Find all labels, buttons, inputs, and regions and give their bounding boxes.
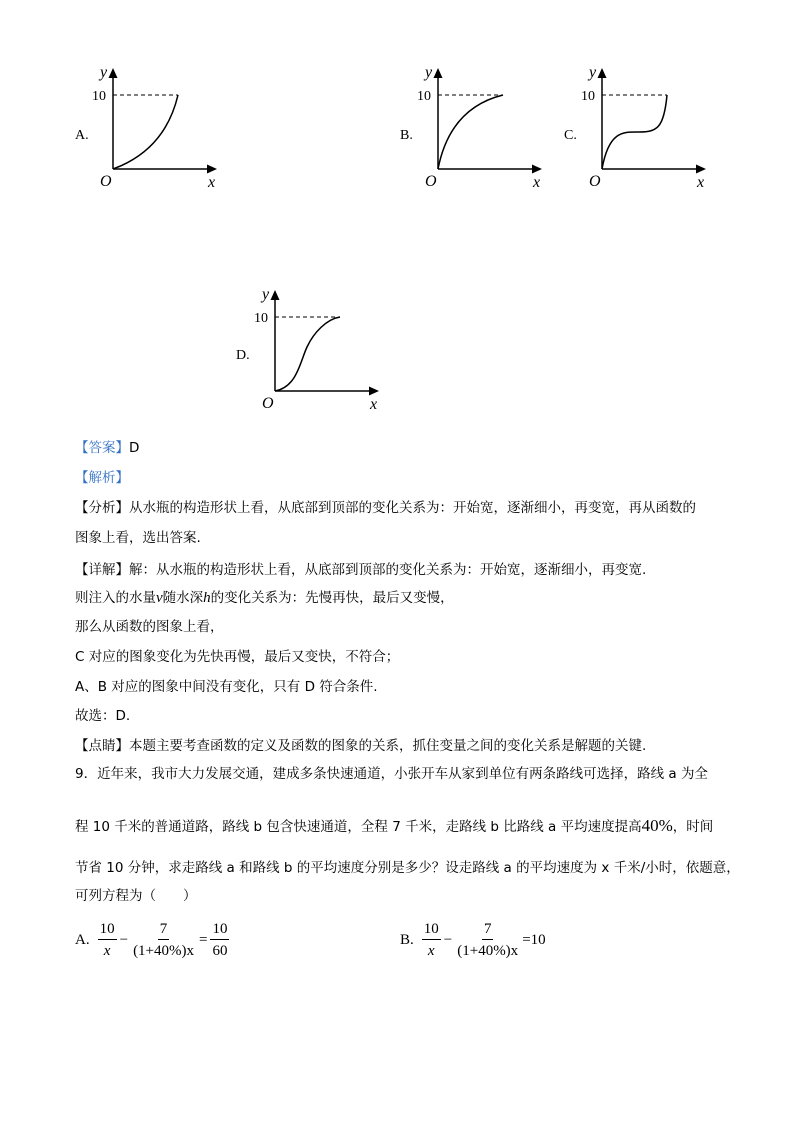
- curve-b: [438, 95, 503, 169]
- numerator: 7: [482, 921, 494, 940]
- analysis-line-2: 图象上看，选出答案.: [75, 530, 201, 546]
- equals-sign: =: [199, 931, 208, 948]
- numerator: 10: [422, 921, 441, 940]
- origin-label: O: [262, 395, 274, 412]
- y-axis-label: y: [262, 286, 270, 303]
- y-tick-10: 10: [581, 89, 595, 104]
- q9-option-a-label: A.: [75, 931, 90, 948]
- fenxi-tag: 【分析】: [75, 500, 129, 516]
- graph-option-a: [80, 60, 230, 194]
- q9-line-2-b: ，时间: [672, 819, 714, 835]
- answer-line: [75, 438, 139, 458]
- origin-label: O: [100, 173, 112, 190]
- x-axis-label: x: [208, 174, 216, 191]
- option-label-d: D.: [236, 348, 250, 363]
- xiangjie-tag: 【详解】: [75, 562, 129, 578]
- fraction-10-over-x: [98, 921, 117, 960]
- option-label-a: A.: [75, 128, 89, 143]
- detail-line-2: [75, 588, 454, 608]
- fraction-7-over-speed: [131, 921, 196, 960]
- dianjing-text: 本题主要考查函数的定义及函数的图象的关系，抓住变量之间的变化关系是解题的关键.: [129, 738, 647, 754]
- graph-option-c: [569, 60, 719, 194]
- denominator: (1+40%)x: [133, 942, 195, 959]
- numerator: 10: [98, 921, 117, 940]
- y-tick-10: 10: [92, 89, 106, 104]
- graph-option-b: [405, 60, 555, 194]
- q9-option-a: [75, 916, 229, 964]
- x-axis-label: x: [370, 396, 378, 413]
- x-axis-label: x: [533, 174, 541, 191]
- equals-ten: =10: [522, 931, 546, 948]
- numerator: 10: [210, 921, 229, 940]
- detail-line-2-b: 随水深: [162, 590, 204, 606]
- analysis-tag: 【解析】: [75, 470, 129, 486]
- fraction-10-over-x: [422, 921, 441, 960]
- detail-line-1: [75, 560, 646, 580]
- fraction-10-over-60: [210, 921, 229, 960]
- denominator: x: [427, 942, 435, 959]
- curve-a: [113, 95, 178, 169]
- detail-line-3: 那么从函数的图象上看，: [75, 619, 224, 635]
- dianjing-tag: 【点睛】: [75, 738, 129, 754]
- var-v: v: [156, 590, 163, 606]
- denominator: 60: [212, 942, 228, 959]
- x-axis-label: x: [697, 174, 705, 191]
- y-tick-10: 10: [417, 89, 431, 104]
- q9-line-2: [75, 816, 713, 837]
- xiangjie-text-1: 解：从水瓶的构造形状上看，从底部到顶部的变化关系为：开始宽，逐渐细小，再变宽.: [129, 562, 647, 578]
- q9-line-2-a: 程 10 千米的普通道路，路线 b 包含快速通道，全程 7 千米，走路线 b 比路线 a 平均速度提高: [75, 819, 642, 835]
- origin-label: O: [589, 173, 601, 190]
- curve-c: [602, 95, 667, 169]
- y-axis-label: y: [425, 64, 433, 81]
- q9-line-3: 节省 10 分钟，求走路线 a 和路线 b 的平均速度分别是多少？设走路线 a 的平均速度为 x 千米/小时，依题意，: [75, 860, 740, 876]
- q9-option-b-label: B.: [400, 931, 414, 948]
- detail-line-2-a: 则注入的水量: [75, 590, 156, 606]
- answer-tag: 【答案】: [75, 440, 129, 456]
- denominator: x: [103, 942, 111, 959]
- analysis-line-1: [75, 498, 696, 518]
- minus-sign: −: [443, 931, 453, 948]
- detail-line-4: C 对应的图象变化为先快再慢，最后又变快，不符合；: [75, 649, 400, 665]
- fenxi-text-1: 从水瓶的构造形状上看，从底部到顶部的变化关系为：开始宽，逐渐细小，再变宽，再从函数的: [129, 500, 696, 516]
- y-tick-10: 10: [254, 311, 268, 326]
- numerator: 7: [158, 921, 170, 940]
- detail-line-2-c: 的变化关系为：先慢再快，最后又变慢，: [210, 590, 454, 606]
- y-axis-label: y: [100, 64, 108, 81]
- q9-percent: 40%: [641, 816, 673, 835]
- minus-sign: −: [119, 931, 129, 948]
- q9-option-b: [400, 916, 546, 964]
- y-axis-label: y: [589, 64, 597, 81]
- q9-line-4: 可列方程为（ ）: [75, 888, 197, 904]
- curve-d: [275, 317, 340, 391]
- q9-line-1: 9．近年来，我市大力发展交通，建成多条快速通道，小张开车从家到单位有两条路线可选择，路线 a 为全: [75, 766, 708, 782]
- var-h: h: [203, 590, 211, 606]
- option-label-b: B.: [400, 128, 413, 143]
- comment-line: [75, 736, 646, 756]
- detail-line-5: A、B 对应的图象中间没有变化，只有 D 符合条件.: [75, 679, 378, 695]
- option-label-c: C.: [564, 128, 577, 143]
- origin-label: O: [425, 173, 437, 190]
- answer-value: D: [129, 440, 140, 456]
- detail-line-6: 故选：D.: [75, 708, 131, 724]
- fraction-7-over-speed: [455, 921, 520, 960]
- denominator: (1+40%)x: [457, 942, 519, 959]
- graph-option-d: [242, 282, 392, 416]
